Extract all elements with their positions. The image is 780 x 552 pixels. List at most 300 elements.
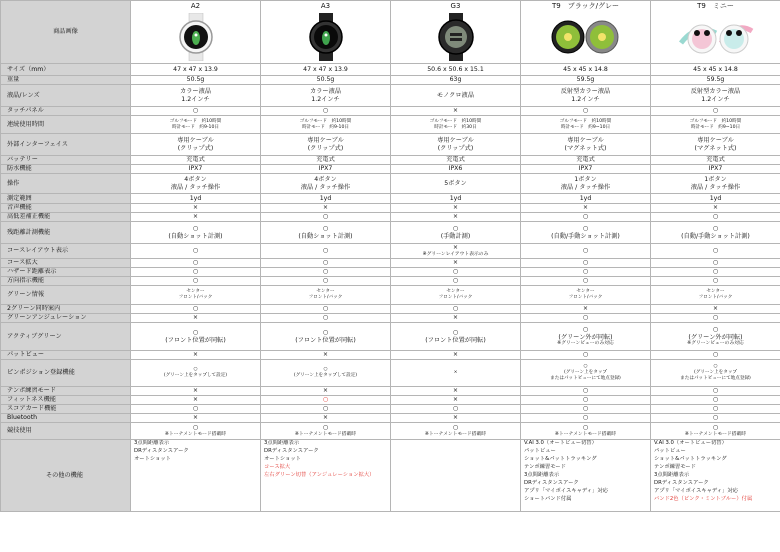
spec-value xyxy=(131,305,261,314)
spec-value xyxy=(651,107,780,116)
spec-value xyxy=(391,259,521,268)
spec-value xyxy=(261,204,391,213)
spec-value xyxy=(391,268,521,277)
spec-value-line: ○ xyxy=(192,424,199,432)
spec-value xyxy=(261,323,391,351)
product-image-a3 xyxy=(261,11,391,64)
spec-value-line: 4ボタン xyxy=(314,175,337,183)
spec-value xyxy=(131,222,261,244)
spec-value-line: (マグネット式) xyxy=(564,144,607,152)
spec-value-line: × xyxy=(452,244,459,252)
spec-value-line: × xyxy=(192,314,199,322)
product-name: G3 xyxy=(391,1,521,12)
spec-value-line: IPX6 xyxy=(448,165,463,173)
spec-value xyxy=(261,244,391,259)
spec-value-line: モノクロ液晶 xyxy=(437,91,474,99)
spec-value xyxy=(131,116,261,134)
spec-value-line: × xyxy=(452,387,459,395)
spec-value xyxy=(521,405,651,414)
spec-value xyxy=(131,134,261,156)
spec-value xyxy=(391,286,521,305)
spec-value-line: 充電式 xyxy=(576,156,595,164)
spec-value-line: (グリーン上をタップして設定) xyxy=(163,373,228,378)
spec-value-line: IPX7 xyxy=(318,165,333,173)
spec-label: Bluetooth xyxy=(1,414,131,423)
spec-value-line: ○ xyxy=(322,268,329,276)
spec-value-line: 時計モード 約9-10日 xyxy=(302,124,349,130)
spec-value-line: ○ xyxy=(322,314,329,322)
spec-value-line: 1yd xyxy=(579,194,592,202)
other-function-item: V.AI 3.0（オートビュー切替） xyxy=(524,440,597,446)
spec-value-line: ※グリーンビューのみ対応 xyxy=(557,341,614,347)
other-functions-row xyxy=(1,440,780,512)
product-image-t9 xyxy=(521,11,651,64)
spec-value-line: ○ xyxy=(582,396,589,404)
spec-value xyxy=(521,213,651,222)
spec-value xyxy=(131,156,261,165)
spec-value xyxy=(521,116,651,134)
other-function-item: アプリ「マイボイスキャディ」対応 xyxy=(524,487,608,494)
spec-value xyxy=(261,116,391,134)
spec-value xyxy=(261,222,391,244)
spec-value xyxy=(521,305,651,314)
spec-row xyxy=(1,286,780,305)
spec-value-line: ○ xyxy=(712,247,719,255)
spec-label: 競技使用 xyxy=(1,423,131,440)
spec-value xyxy=(521,107,651,116)
spec-row xyxy=(1,360,780,387)
spec-value-line: (クリップ式) xyxy=(177,144,214,152)
spec-row xyxy=(1,64,780,76)
product-image-a2 xyxy=(131,11,261,64)
spec-value xyxy=(651,405,780,414)
spec-value-line: (クリップ式) xyxy=(307,144,344,152)
spec-label: スコアカード機能 xyxy=(1,405,131,414)
spec-value xyxy=(391,107,521,116)
spec-value xyxy=(521,323,651,351)
spec-value xyxy=(521,76,651,85)
spec-value-line: 1ボタン xyxy=(574,175,597,183)
spec-value-line: × xyxy=(192,414,199,422)
spec-value-line: ○ xyxy=(712,351,719,359)
spec-value-line: 59.5g xyxy=(576,76,595,84)
spec-row xyxy=(1,314,780,323)
spec-value-line: IPX7 xyxy=(708,165,723,173)
spec-label: 外部インターフェイス xyxy=(1,134,131,156)
spec-row xyxy=(1,323,780,351)
spec-value xyxy=(521,277,651,286)
spec-value xyxy=(521,259,651,268)
spec-value xyxy=(131,213,261,222)
spec-value xyxy=(391,222,521,244)
spec-value-line: × xyxy=(322,387,329,395)
spec-label: フィットネス機能 xyxy=(1,396,131,405)
spec-value xyxy=(131,85,261,107)
spec-value xyxy=(651,194,780,204)
spec-row xyxy=(1,194,780,204)
spec-value-line: ○ xyxy=(322,405,329,413)
spec-row xyxy=(1,85,780,107)
spec-value-line: (自動ショット計測) xyxy=(168,232,223,240)
spec-value-line: ○ xyxy=(582,107,589,115)
spec-value xyxy=(651,76,780,85)
spec-value xyxy=(651,423,780,440)
spec-value xyxy=(391,76,521,85)
spec-label: ピンポジション登録機能 xyxy=(1,360,131,387)
spec-value xyxy=(131,323,261,351)
spec-value xyxy=(651,174,780,194)
spec-value xyxy=(651,165,780,174)
spec-value xyxy=(261,305,391,314)
spec-row xyxy=(1,268,780,277)
other-functions-list xyxy=(261,440,391,512)
spec-value-line: ゴルフモード 約10時間 xyxy=(429,118,482,124)
spec-value-line: ○ xyxy=(712,414,719,422)
spec-value xyxy=(261,351,391,360)
product-name: T9 ブラック/グレー xyxy=(521,1,651,12)
other-function-item: 左右グリーン切替（アンジュレーション拡大） xyxy=(264,471,375,478)
spec-value-line: 専用ケーブル xyxy=(697,136,734,144)
spec-value xyxy=(131,414,261,423)
spec-value xyxy=(391,387,521,396)
spec-value xyxy=(651,244,780,259)
spec-value xyxy=(261,259,391,268)
spec-value xyxy=(651,268,780,277)
spec-value-line: ○ xyxy=(192,224,199,232)
spec-label: バッテリー xyxy=(1,156,131,165)
spec-value-line: 50.5g xyxy=(316,76,335,84)
spec-value xyxy=(651,64,780,76)
other-functions-label: その他の機能 xyxy=(1,440,131,512)
spec-value xyxy=(391,174,521,194)
spec-value-line: 47 x 47 x 13.9 xyxy=(303,65,348,73)
spec-value xyxy=(651,213,780,222)
spec-value xyxy=(521,396,651,405)
spec-value-line: ○ xyxy=(323,367,328,373)
spec-value-line: 時計モード 約9~10日 xyxy=(690,124,741,130)
spec-value-line: × xyxy=(192,204,199,212)
spec-label: 防水機能 xyxy=(1,165,131,174)
spec-value-line: ゴルフモード 約10時間 xyxy=(169,118,222,124)
spec-value-line: ○ xyxy=(712,268,719,276)
spec-value-line: 専用ケーブル xyxy=(437,136,474,144)
watch-g3-icon xyxy=(436,13,476,61)
spec-row xyxy=(1,76,780,85)
spec-value xyxy=(391,64,521,76)
spec-value xyxy=(261,314,391,323)
product-name: T9 ミニー xyxy=(651,1,780,12)
other-function-item: テンポ練習モード xyxy=(524,463,566,470)
spec-value xyxy=(391,305,521,314)
spec-value-line: ○ xyxy=(582,387,589,395)
other-functions-list xyxy=(521,440,651,512)
spec-value-line: (フロント位置が同転) xyxy=(425,336,486,344)
spec-value-line: フロント/バック xyxy=(178,295,213,300)
spec-value-line: (グリーン上をタップ xyxy=(693,370,738,376)
spec-value xyxy=(131,194,261,204)
spec-value xyxy=(391,244,521,259)
spec-value xyxy=(261,396,391,405)
spec-value-line: × xyxy=(452,314,459,322)
other-function-item: オートショット xyxy=(264,455,301,462)
spec-value-line: ○ xyxy=(452,328,459,336)
spec-value-line: (グリーン外が同転) xyxy=(558,333,613,341)
spec-row xyxy=(1,259,780,268)
spec-value xyxy=(261,174,391,194)
spec-value-line: (マグネット式) xyxy=(694,144,737,152)
spec-value-line: ○ xyxy=(712,224,719,232)
spec-value xyxy=(261,134,391,156)
spec-value-line: (自動/手動ショット計測) xyxy=(551,232,620,240)
spec-value-line: ○ xyxy=(712,325,719,333)
product-name: A2 xyxy=(131,1,261,12)
spec-label: コースレイアウト表示 xyxy=(1,244,131,259)
other-function-item: 3点間距離表示 xyxy=(524,471,560,478)
spec-value xyxy=(261,213,391,222)
spec-value-line: 反射型カラー液晶 xyxy=(690,87,741,95)
spec-value-line: (自動/手動ショット計測) xyxy=(681,232,750,240)
spec-row xyxy=(1,277,780,286)
spec-value-line: センター xyxy=(316,289,335,295)
other-function-item: ショット&パットトラッキング xyxy=(654,455,727,462)
spec-value-line: 反射型カラー液晶 xyxy=(560,87,611,95)
spec-value xyxy=(521,268,651,277)
spec-value-line: ○ xyxy=(192,277,199,285)
spec-value-line: ゴルフモード 約10時間 xyxy=(299,118,352,124)
spec-value-line: ※グリーンビューのみ対応 xyxy=(687,341,744,347)
other-function-item: DRディスタンスアーク xyxy=(264,447,319,454)
spec-value-line: 5ボタン xyxy=(444,179,467,187)
spec-value xyxy=(131,174,261,194)
spec-row xyxy=(1,405,780,414)
product-image-t9-minnie xyxy=(651,11,780,64)
spec-label: 測定範囲 xyxy=(1,194,131,204)
spec-label: グリーンアンジュレーション xyxy=(1,314,131,323)
spec-value-line: 1yd xyxy=(319,194,332,202)
spec-row xyxy=(1,222,780,244)
spec-value xyxy=(261,405,391,414)
spec-row xyxy=(1,305,780,314)
spec-row xyxy=(1,134,780,156)
spec-value xyxy=(521,414,651,423)
spec-value-line: ※トーナメントモード搭載時 xyxy=(164,431,227,437)
spec-value-line: × xyxy=(192,213,199,221)
spec-value-line: 専用ケーブル xyxy=(567,136,604,144)
spec-value-line: ○ xyxy=(322,328,329,336)
spec-label: アクティブグリーン xyxy=(1,323,131,351)
spec-label: グリーン情報 xyxy=(1,286,131,305)
spec-value-line: 充電式 xyxy=(446,156,465,164)
spec-row xyxy=(1,165,780,174)
spec-label: テンポ練習モード xyxy=(1,387,131,396)
spec-value xyxy=(521,387,651,396)
spec-value xyxy=(131,286,261,305)
spec-row xyxy=(1,213,780,222)
spec-value-line: 1yd xyxy=(189,194,202,202)
spec-value xyxy=(261,107,391,116)
spec-value-line: × xyxy=(192,396,199,404)
spec-value xyxy=(651,414,780,423)
spec-value-line: ○ xyxy=(452,424,459,432)
other-functions-list xyxy=(391,440,521,512)
spec-value-line: × xyxy=(192,387,199,395)
spec-value-line: × xyxy=(452,414,459,422)
spec-value-line: ○ xyxy=(712,405,719,413)
spec-value xyxy=(261,414,391,423)
spec-value-line: × xyxy=(582,305,589,313)
spec-value-line: (グリーン上をタップして設定) xyxy=(293,373,358,378)
watch-a3-icon xyxy=(306,13,346,61)
spec-value xyxy=(261,76,391,85)
spec-label: 重量 xyxy=(1,76,131,85)
spec-value-line: ○ xyxy=(582,277,589,285)
spec-value xyxy=(131,423,261,440)
other-function-item: DRディスタンスアーク xyxy=(654,479,709,486)
spec-label: 音声機能 xyxy=(1,204,131,213)
spec-value-line: ○ xyxy=(712,107,719,115)
spec-value-line: 47 x 47 x 13.9 xyxy=(173,65,218,73)
spec-value-line: 1.2インチ xyxy=(311,95,340,103)
spec-value xyxy=(651,323,780,351)
spec-row xyxy=(1,387,780,396)
spec-value-line: (フロント位置が同転) xyxy=(165,336,226,344)
spec-value-line: ※トーナメントモード搭載時 xyxy=(554,431,617,437)
spec-value-line: ○ xyxy=(322,305,329,313)
spec-value-line: ○ xyxy=(192,107,199,115)
spec-value-line: ○ xyxy=(192,259,199,267)
spec-value xyxy=(131,405,261,414)
spec-row xyxy=(1,174,780,194)
spec-value-line: ○ xyxy=(192,305,199,313)
spec-value xyxy=(521,360,651,387)
spec-value xyxy=(391,85,521,107)
spec-value-line: (フロント位置が同転) xyxy=(295,336,356,344)
spec-value-line: (グリーン外が同転) xyxy=(688,333,743,341)
spec-value-line: 1.2インチ xyxy=(181,95,210,103)
spec-value xyxy=(651,116,780,134)
spec-value xyxy=(391,360,521,387)
spec-value xyxy=(521,85,651,107)
spec-value xyxy=(521,134,651,156)
spec-value-line: × xyxy=(452,396,459,404)
spec-value xyxy=(131,64,261,76)
spec-value-line: × xyxy=(322,414,329,422)
watch-a2-icon xyxy=(176,13,216,61)
spec-value-line: 59.5g xyxy=(706,76,725,84)
spec-row xyxy=(1,156,780,165)
spec-value-line: ○ xyxy=(452,305,459,313)
spec-value-line: 液晶 / タッチ操作 xyxy=(170,183,221,191)
spec-value-line: × xyxy=(322,351,329,359)
spec-value xyxy=(391,156,521,165)
spec-value xyxy=(651,259,780,268)
spec-value-line: 1ボタン xyxy=(704,175,727,183)
spec-value xyxy=(651,396,780,405)
other-function-item: テンポ練習モード xyxy=(654,463,696,470)
spec-value-line: ゴルフモード 約10時間 xyxy=(689,118,742,124)
spec-value xyxy=(521,194,651,204)
spec-value-line: ○ xyxy=(322,213,329,221)
spec-value-line: 63g xyxy=(449,76,462,84)
spec-value-line: センター xyxy=(576,289,595,295)
spec-value-line: × xyxy=(452,213,459,221)
spec-value-line: (グリーン上をタップ xyxy=(563,370,608,376)
spec-value-line: ○ xyxy=(192,405,199,413)
spec-value-line: ゴルフモード 約10時間 xyxy=(559,118,612,124)
spec-label: 方向指示機能 xyxy=(1,277,131,286)
spec-value-line: 時計モード 約9~10日 xyxy=(560,124,611,130)
spec-value xyxy=(651,85,780,107)
spec-value-line: ○ xyxy=(582,351,589,359)
spec-value xyxy=(521,156,651,165)
spec-value xyxy=(521,204,651,213)
spec-value-line: × xyxy=(712,305,719,313)
spec-label: パットビュー xyxy=(1,351,131,360)
spec-value xyxy=(521,244,651,259)
spec-value-line: ○ xyxy=(192,268,199,276)
spec-value xyxy=(261,423,391,440)
spec-value-line: 50.6 x 50.6 x 15.1 xyxy=(427,65,484,73)
spec-value-line: ○ xyxy=(322,277,329,285)
spec-value xyxy=(131,387,261,396)
spec-value xyxy=(131,259,261,268)
spec-value xyxy=(521,286,651,305)
spec-value-line: フロント/バック xyxy=(308,295,343,300)
spec-value-line: 1.2インチ xyxy=(571,95,600,103)
other-function-item: 3点間距離表示 xyxy=(134,440,170,446)
spec-value xyxy=(131,165,261,174)
spec-value-line: センター xyxy=(186,289,205,295)
spec-value xyxy=(391,351,521,360)
spec-value xyxy=(651,222,780,244)
spec-value-line: 1yd xyxy=(449,194,462,202)
spec-value xyxy=(391,423,521,440)
spec-label: 高低差補正機能 xyxy=(1,213,131,222)
other-function-item: ショートバンド付属 xyxy=(524,495,572,502)
spec-value-line: ○ xyxy=(582,325,589,333)
spec-value-line: ○ xyxy=(712,424,719,432)
other-function-item: コース拡大 xyxy=(264,463,291,470)
spec-value-line: ○ xyxy=(582,259,589,267)
spec-value xyxy=(261,286,391,305)
spec-value-line: × xyxy=(322,204,329,212)
spec-value xyxy=(131,360,261,387)
spec-value-line: (クリップ式) xyxy=(437,144,474,152)
spec-value-line: 45 x 45 x 14.8 xyxy=(563,65,608,73)
product-image-g3 xyxy=(391,11,521,64)
other-function-item: ショット&パットトラッキング xyxy=(524,455,597,462)
spec-value-line: ○ xyxy=(452,224,459,232)
spec-value xyxy=(131,244,261,259)
spec-value-line: ○ xyxy=(712,396,719,404)
spec-value xyxy=(391,396,521,405)
spec-value xyxy=(131,396,261,405)
spec-value xyxy=(521,174,651,194)
spec-value xyxy=(261,360,391,387)
spec-value-line: カラー液晶 xyxy=(180,87,211,95)
spec-value xyxy=(521,64,651,76)
spec-value xyxy=(131,351,261,360)
spec-label: 残距離計測機能 xyxy=(1,222,131,244)
spec-value-line: ※グリーンレイアウト表示のみ xyxy=(422,251,489,257)
spec-value-line: ○ xyxy=(582,314,589,322)
spec-value xyxy=(391,314,521,323)
other-function-item: DRディスタンスアーク xyxy=(134,447,189,454)
spec-value xyxy=(261,387,391,396)
spec-value-line: またはパットビューにて地点登録) xyxy=(550,375,621,381)
spec-value-line: ○ xyxy=(713,364,718,370)
spec-value xyxy=(651,156,780,165)
